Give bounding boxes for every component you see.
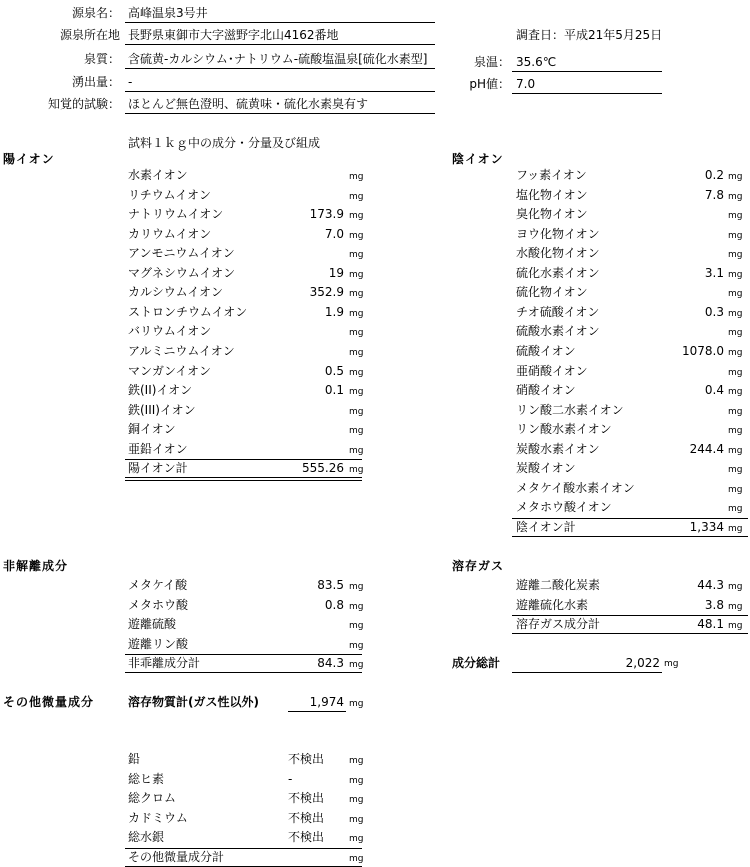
item-unit: mg [349, 387, 364, 398]
survey-date: 調査日：平成21年5月25日 [516, 28, 663, 42]
item-unit: mg [728, 328, 743, 339]
item-name: ストロンチウムイオン [128, 304, 248, 319]
item-name: 遊離硫酸 [128, 617, 177, 632]
item-unit: mg [349, 328, 364, 339]
header-underline [125, 22, 435, 23]
trace-topline [125, 848, 362, 849]
item-unit: mg [349, 308, 364, 319]
item-unit: mg [349, 172, 364, 182]
item-name: 遊離二酸化炭素 [516, 578, 601, 592]
item-unit: mg [728, 582, 743, 592]
item-name: 水素イオン [128, 168, 188, 182]
total-unit: mg [728, 621, 743, 632]
item-unit: mg [349, 230, 364, 241]
dissolved-label: 溶存物質計(ガス性以外) [128, 695, 259, 709]
header-underline [125, 68, 435, 69]
item-unit: mg [728, 406, 743, 417]
item-value: 83.5 [317, 578, 344, 592]
header-value: 長野県東御市大字滋野字北山4162番地 [128, 28, 339, 42]
trace-value: 不検出 [288, 810, 325, 825]
item-name: 臭化物イオン [516, 207, 588, 222]
cations-title: 陽イオン [3, 152, 55, 166]
trace-name: 総クロム [128, 791, 177, 806]
header-label: 源泉名： [71, 6, 120, 20]
grand-total-underline [512, 672, 662, 673]
item-name: カリウムイオン [128, 226, 212, 241]
item-unit: mg [728, 250, 743, 261]
grand-total-unit: mg [664, 659, 679, 669]
header-label: 湧出量： [71, 75, 120, 89]
dissolved-value: 1,974 [309, 695, 344, 709]
trace-total-unit: mg [349, 854, 364, 864]
total-value: 1,334 [689, 519, 724, 534]
sample-title: 試料１ｋｇ中の成分・分量及び組成 [128, 136, 321, 150]
trace-unit: mg [349, 834, 364, 845]
item-value: 0.2 [704, 168, 724, 182]
item-unit: mg [728, 211, 743, 222]
item-name: メタホウ酸イオン [516, 500, 612, 515]
grand-total-value: 2,022 [625, 656, 660, 670]
item-name: 硝酸イオン [516, 383, 576, 398]
item-value: 1078.0 [682, 343, 724, 358]
trace-name: 鉛 [128, 752, 141, 766]
item-value: 7.8 [704, 187, 724, 202]
item-unit: mg [728, 465, 743, 476]
temp-value: 35.6℃ [516, 55, 557, 69]
trace-unit: mg [349, 795, 364, 806]
total-underline [512, 536, 748, 537]
item-name: ヨウ化物イオン [516, 226, 600, 241]
item-unit: mg [728, 308, 743, 319]
temp-label: 泉温： [473, 55, 510, 69]
item-name: 炭酸水素イオン [516, 441, 600, 456]
ph-underline [512, 93, 662, 94]
item-name: チオ硫酸イオン [516, 304, 600, 319]
item-value: 0.1 [324, 383, 344, 398]
item-value: 19 [328, 265, 344, 280]
item-name: フッ素イオン [516, 168, 587, 182]
item-name: リン酸二水素イオン [516, 402, 624, 417]
item-name: 硫酸水素イオン [516, 324, 600, 339]
total-value: 555.26 [302, 461, 344, 476]
header-underline [125, 113, 435, 114]
item-value: 0.5 [324, 363, 344, 378]
total-value: 84.3 [317, 656, 344, 671]
trace-unit: mg [349, 814, 364, 825]
item-value: 173.9 [309, 207, 344, 222]
item-name: 硫酸イオン [516, 343, 576, 358]
item-name: リン酸水素イオン [516, 422, 612, 437]
item-unit: mg [728, 289, 743, 300]
trace-value: 不検出 [288, 752, 325, 766]
item-name: 鉄(III)イオン [128, 402, 196, 417]
ph-value: 7.0 [516, 77, 536, 91]
trace-title: その他微量成分 [3, 695, 95, 709]
item-name: カルシウムイオン [128, 285, 223, 300]
item-unit: mg [728, 426, 743, 437]
trace-value: 不検出 [288, 830, 325, 845]
item-unit: mg [728, 191, 743, 202]
item-name: 遊離リン酸 [128, 636, 189, 651]
item-name: リチウムイオン [128, 187, 212, 202]
header-label: 泉質： [83, 52, 120, 66]
item-name: 鉄(II)イオン [128, 383, 193, 398]
item-unit: mg [728, 230, 743, 241]
total-label: 陽イオン計 [128, 461, 188, 476]
header-value: 含硫黄-カルシウム･ナトリウム-硫酸塩温泉[硫化水素型] [128, 52, 428, 66]
item-name: アルミニウムイオン [128, 343, 235, 358]
total-underline-2 [125, 480, 362, 481]
header-underline [125, 91, 435, 92]
header-value: 高峰温泉3号井 [128, 6, 208, 20]
total-underline [125, 477, 362, 478]
item-unit: mg [728, 445, 743, 456]
item-unit: mg [728, 504, 743, 515]
header-underline [125, 44, 435, 45]
trace-value: - [288, 771, 293, 786]
dissolved-unit: mg [349, 699, 364, 709]
item-name: 塩化物イオン [516, 187, 588, 202]
item-name: 硫化物イオン [516, 285, 588, 300]
item-unit: mg [349, 211, 364, 222]
item-unit: mg [728, 269, 743, 280]
trace-total-label: その他微量成分計 [128, 850, 225, 864]
item-name: メタケイ酸 [128, 578, 188, 592]
item-value: 352.9 [309, 285, 344, 300]
item-value: 0.8 [324, 597, 344, 612]
item-name: マンガンイオン [128, 363, 212, 378]
grand-total-label: 成分総計 [452, 656, 501, 670]
trace-name: 総ヒ素 [128, 771, 165, 786]
item-name: 水酸化物イオン [516, 246, 600, 261]
item-value: 3.1 [704, 265, 724, 280]
total-underline [125, 672, 362, 673]
item-value: 1.9 [324, 304, 344, 319]
item-value: 244.4 [689, 441, 724, 456]
total-unit: mg [349, 465, 364, 476]
nondiss-title: 非解離成分 [3, 559, 69, 573]
total-unit: mg [728, 523, 743, 534]
ph-label: pH値： [469, 77, 510, 91]
trace-name: 総水銀 [128, 830, 165, 845]
item-unit: mg [728, 172, 743, 182]
item-unit: mg [349, 250, 364, 261]
item-unit: mg [728, 601, 743, 612]
item-unit: mg [349, 621, 364, 632]
gas-title: 溶存ガス [452, 559, 505, 573]
item-value: 0.4 [704, 383, 724, 398]
total-topline [512, 518, 748, 519]
item-name: 亜鉛イオン [128, 441, 188, 456]
item-unit: mg [349, 582, 364, 592]
item-unit: mg [728, 484, 743, 495]
header-label: 源泉所在地 [59, 28, 120, 42]
item-value: 0.3 [704, 304, 724, 319]
item-unit: mg [349, 445, 364, 456]
item-unit: mg [349, 640, 364, 651]
total-label: 陰イオン計 [516, 519, 576, 534]
item-unit: mg [349, 601, 364, 612]
trace-unit: mg [349, 756, 364, 766]
trace-name: カドミウム [128, 810, 188, 825]
item-unit: mg [349, 367, 364, 378]
item-unit: mg [728, 367, 743, 378]
item-name: 炭酸イオン [516, 461, 576, 476]
dissolved-underline [288, 711, 346, 712]
item-name: ナトリウムイオン [128, 207, 224, 222]
item-name: 硫化水素イオン [516, 265, 600, 280]
item-unit: mg [728, 387, 743, 398]
trace-unit: mg [349, 775, 364, 786]
item-unit: mg [349, 269, 364, 280]
header-label: 知覚的試験： [47, 97, 120, 111]
trace-value: 不検出 [288, 791, 325, 806]
total-unit: mg [349, 660, 364, 671]
temp-underline [512, 71, 662, 72]
header-value: - [128, 75, 133, 89]
item-value: 44.3 [697, 578, 724, 592]
item-name: アンモニウムイオン [128, 246, 235, 261]
total-value: 48.1 [697, 617, 724, 632]
total-label: 非乖離成分計 [128, 656, 201, 671]
item-name: メタケイ酸水素イオン [516, 480, 635, 495]
item-unit: mg [349, 426, 364, 437]
total-underline [512, 633, 748, 634]
item-name: 銅イオン [128, 422, 176, 437]
item-name: バリウムイオン [128, 324, 212, 339]
item-name: 亜硝酸イオン [516, 363, 588, 378]
item-unit: mg [349, 406, 364, 417]
header-value: ほとんど無色澄明、硫黄味・硫化水素臭有す [128, 97, 369, 111]
item-unit: mg [349, 289, 364, 300]
item-value: 7.0 [324, 226, 344, 241]
item-name: 遊離硫化水素 [516, 597, 589, 612]
anions-title: 陰イオン [452, 152, 504, 166]
item-unit: mg [349, 347, 364, 358]
total-label: 溶存ガス成分計 [516, 617, 601, 632]
item-value: 3.8 [704, 597, 724, 612]
item-unit: mg [728, 347, 743, 358]
item-name: マグネシウムイオン [128, 265, 236, 280]
item-name: メタホウ酸 [128, 597, 189, 612]
item-unit: mg [349, 191, 364, 202]
